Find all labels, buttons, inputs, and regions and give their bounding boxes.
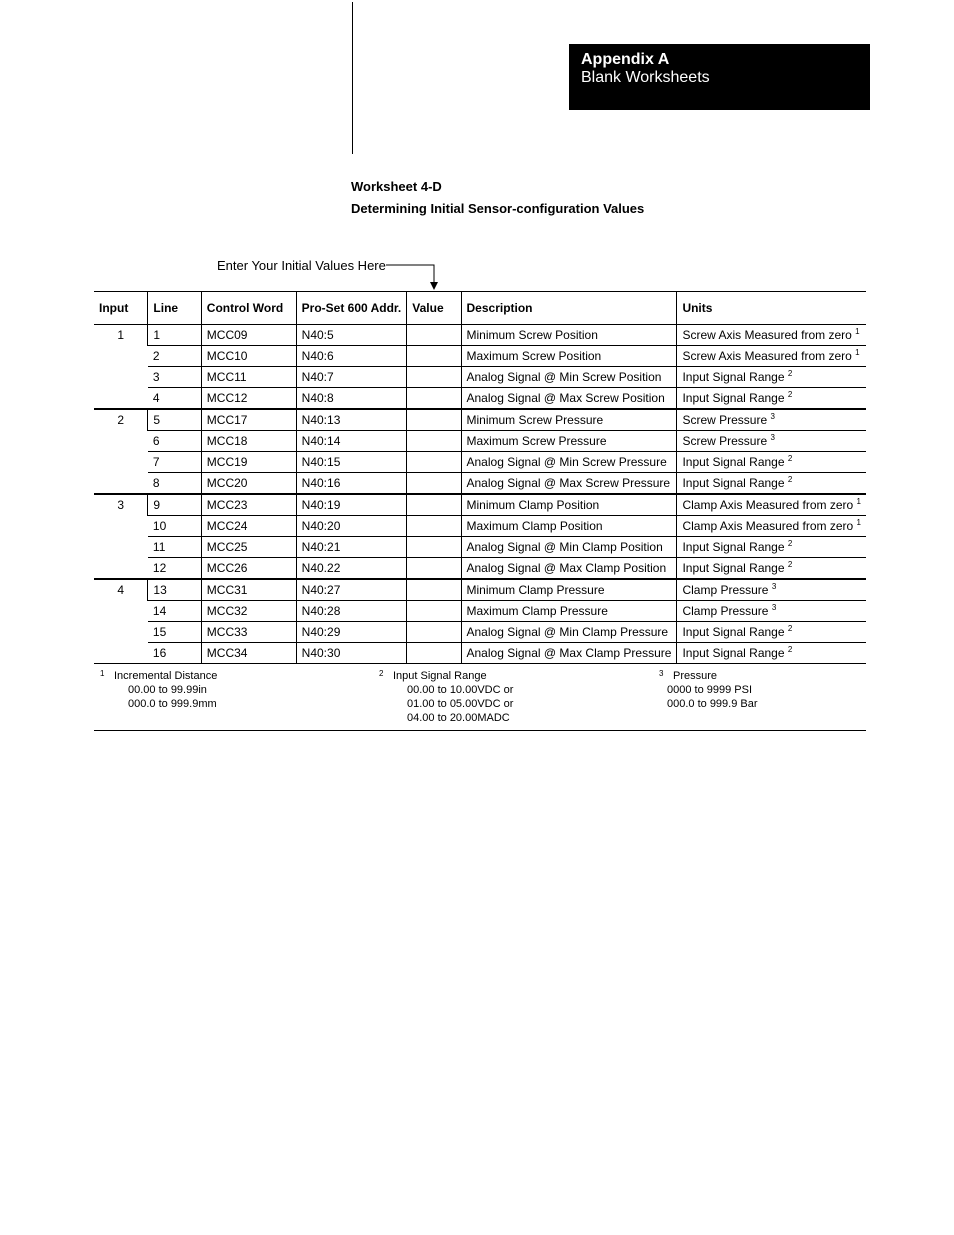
table-row [94,367,866,388]
input-number-cell: 3 [94,494,148,579]
value-entry-cell[interactable] [407,431,461,452]
line-cell: 5 [148,409,201,431]
appendix-header [569,44,870,110]
units-cell [677,325,866,346]
units-text: Input Signal Range [682,391,785,405]
footnotes [94,668,866,731]
description-cell: Minimum Screw Pressure [461,409,677,431]
description-cell: Analog Signal @ Max Screw Position [461,388,677,410]
callout-arrow-icon [380,260,442,292]
address-cell: N40:29 [296,622,407,643]
line-cell: 16 [148,643,201,664]
units-text: Input Signal Range [682,455,785,469]
units-cell [677,388,866,410]
description-cell: Maximum Screw Pressure [461,431,677,452]
value-entry-cell[interactable] [407,516,461,537]
footnote-ref: 3 [770,412,775,421]
line-cell: 13 [148,579,201,601]
description-cell: Minimum Clamp Position [461,494,677,516]
address-cell: N40:27 [296,579,407,601]
value-entry-cell[interactable] [407,601,461,622]
control-word-cell: MCC19 [201,452,296,473]
footnote-ref: 3 [770,433,775,442]
value-entry-cell[interactable] [407,409,461,431]
footnote-ref: 1 [856,497,861,506]
footnote-range: 00.00 to 99.99in [128,684,207,696]
table-row [94,388,866,410]
footnote-ref: 2 [787,369,793,378]
footnote-ref: 1 [855,348,860,357]
units-cell [677,346,866,367]
address-cell: N40:30 [296,643,407,664]
line-cell: 1 [148,325,201,346]
line-cell: 2 [148,346,201,367]
col-header-units: Units [677,292,866,325]
units-text: Screw Axis Measured from zero [682,328,852,342]
units-text: Input Signal Range [682,540,785,554]
table-row [94,452,866,473]
footnote-range: 000.0 to 999.9mm [128,698,217,710]
control-word-cell: MCC11 [201,367,296,388]
control-word-cell: MCC33 [201,622,296,643]
value-entry-cell[interactable] [407,622,461,643]
footnote-ref: 3 [771,582,777,591]
address-cell: N40:14 [296,431,407,452]
appendix-section: Blank Worksheets [581,69,710,86]
footnote-ref: 2 [787,624,793,633]
table-row [94,622,866,643]
units-cell [677,643,866,664]
description-cell: Analog Signal @ Min Clamp Pressure [461,622,677,643]
col-header-value: Value [407,292,461,325]
control-word-cell: MCC09 [201,325,296,346]
value-entry-cell[interactable] [407,579,461,601]
address-cell: N40:19 [296,494,407,516]
value-entry-cell[interactable] [407,643,461,664]
units-text: Screw Pressure [682,413,768,427]
units-cell [677,622,866,643]
table-row [94,579,866,601]
footnote-number: 1 [100,669,105,678]
units-text: Input Signal Range [682,646,785,660]
table-row [94,346,866,367]
footnote-ref: 1 [856,518,861,527]
footnote-ref: 1 [855,327,860,336]
margin-rule [352,2,353,154]
col-header-line: Line [148,292,201,325]
description-cell: Analog Signal @ Max Clamp Pressure [461,643,677,664]
worksheet-table [94,291,866,664]
footnote-ref: 2 [787,645,793,654]
units-cell [677,601,866,622]
line-cell: 8 [148,473,201,495]
control-word-cell: MCC32 [201,601,296,622]
address-cell: N40:15 [296,452,407,473]
address-cell: N40:16 [296,473,407,495]
control-word-cell: MCC18 [201,431,296,452]
control-word-cell: MCC25 [201,537,296,558]
line-cell: 6 [148,431,201,452]
footnote-number: 2 [379,669,384,678]
value-entry-cell[interactable] [407,558,461,580]
units-cell [677,431,866,452]
table-row [94,409,866,431]
units-text: Input Signal Range [682,561,785,575]
control-word-cell: MCC26 [201,558,296,580]
footnote-ref: 2 [787,475,793,484]
control-word-cell: MCC10 [201,346,296,367]
address-cell: N40.22 [296,558,407,580]
footnote-number: 3 [659,669,664,678]
appendix-title: Appendix A [581,51,670,68]
units-text: Screw Axis Measured from zero [682,349,852,363]
table-row [94,325,866,346]
units-cell [677,367,866,388]
value-entry-cell[interactable] [407,452,461,473]
value-entry-cell[interactable] [407,367,461,388]
footnote-range: 000.0 to 999.9 Bar [667,698,758,710]
footnote-title: Incremental Distance [114,670,218,682]
control-word-cell: MCC31 [201,579,296,601]
units-text: Clamp Pressure [682,604,769,618]
units-text: Clamp Axis Measured from zero [682,519,854,533]
description-cell: Minimum Screw Position [461,325,677,346]
footnote-range: 04.00 to 20.00MADC [407,712,510,724]
footnote-ref: 2 [787,560,793,569]
line-cell: 3 [148,367,201,388]
units-cell [677,452,866,473]
control-word-cell: MCC12 [201,388,296,410]
units-cell [677,558,866,580]
table-header-row [94,292,866,325]
footnote-ref: 3 [771,603,777,612]
address-cell: N40:8 [296,388,407,410]
line-cell: 7 [148,452,201,473]
footnote-range: 0000 to 9999 PSI [667,684,753,696]
footnote-ref: 2 [787,390,793,399]
address-cell: N40:7 [296,367,407,388]
description-cell: Analog Signal @ Min Screw Position [461,367,677,388]
description-cell: Analog Signal @ Min Clamp Position [461,537,677,558]
description-cell: Maximum Screw Position [461,346,677,367]
control-word-cell: MCC23 [201,494,296,516]
units-text: Input Signal Range [682,370,785,384]
input-number-cell: 2 [94,409,148,494]
line-cell: 11 [148,537,201,558]
callout-label: Enter Your Initial Values Here [217,258,386,273]
units-cell [677,579,866,601]
input-number-cell: 4 [94,579,148,664]
footnote-range: 00.00 to 10.00VDC or [407,684,514,696]
value-entry-cell[interactable] [407,388,461,410]
control-word-cell: MCC24 [201,516,296,537]
units-text: Clamp Axis Measured from zero [682,498,854,512]
line-cell: 14 [148,601,201,622]
col-header-address: Pro-Set 600 Addr. [296,292,407,325]
control-word-cell: MCC17 [201,409,296,431]
address-cell: N40:13 [296,409,407,431]
description-cell: Maximum Clamp Position [461,516,677,537]
line-cell: 10 [148,516,201,537]
units-cell [677,537,866,558]
description-cell: Analog Signal @ Min Screw Pressure [461,452,677,473]
table-row [94,558,866,580]
line-cell: 4 [148,388,201,410]
footnote-range: 01.00 to 05.00VDC or [407,698,514,710]
table-row [94,643,866,664]
description-cell: Minimum Clamp Pressure [461,579,677,601]
value-entry-cell[interactable] [407,346,461,367]
units-text: Screw Pressure [682,434,768,448]
control-word-cell: MCC20 [201,473,296,495]
units-text: Input Signal Range [682,625,785,639]
col-header-input: Input [94,292,148,325]
worksheet-subtitle: Determining Initial Sensor-configuration Values [351,201,645,216]
col-header-control-word: Control Word [201,292,296,325]
footnote-title: Pressure [673,670,718,682]
table-row [94,601,866,622]
table-row [94,537,866,558]
units-cell [677,494,866,516]
table-row [94,494,866,516]
units-text: Input Signal Range [682,476,785,490]
line-cell: 15 [148,622,201,643]
description-cell: Analog Signal @ Max Clamp Position [461,558,677,580]
line-cell: 12 [148,558,201,580]
value-entry-cell[interactable] [407,537,461,558]
units-cell [677,473,866,495]
address-cell: N40:6 [296,346,407,367]
footnote-ref: 2 [787,539,793,548]
line-cell: 9 [148,494,201,516]
input-number-cell: 1 [94,325,148,410]
table-row [94,473,866,495]
address-cell: N40:28 [296,601,407,622]
units-text: Clamp Pressure [682,583,769,597]
value-entry-cell[interactable] [407,494,461,516]
footnote-title: Input Signal Range [393,670,487,682]
footnote-ref: 2 [787,454,793,463]
address-cell: N40:20 [296,516,407,537]
description-cell: Maximum Clamp Pressure [461,601,677,622]
table-row [94,516,866,537]
table-row [94,431,866,452]
value-entry-cell[interactable] [407,473,461,495]
control-word-cell: MCC34 [201,643,296,664]
worksheet-title: Worksheet 4-D [351,179,442,194]
value-entry-cell[interactable] [407,325,461,346]
address-cell: N40:5 [296,325,407,346]
description-cell: Analog Signal @ Max Screw Pressure [461,473,677,495]
address-cell: N40:21 [296,537,407,558]
units-cell [677,516,866,537]
col-header-description: Description [461,292,677,325]
units-cell [677,409,866,431]
